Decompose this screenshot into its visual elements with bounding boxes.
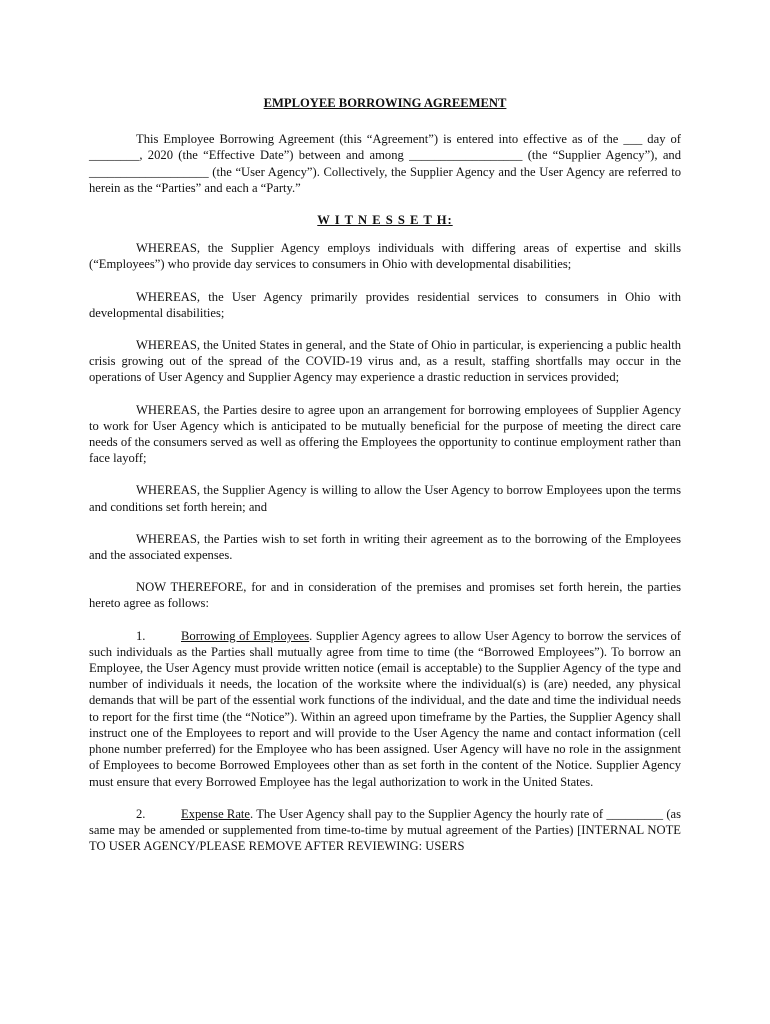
section-body: . Supplier Agency agrees to allow User Agency to borrow the services of such individuals as the Parties shall mutually agree from time to time (the “Borrowed Employees”). To borrow an Employee, the User Agency must provide written notice (email is acceptable) to the Supplier Agency of the type and number of individuals it needs, the location of the worksite where the individual(s) is (are) needed, any physical demands that will be part of the essential work functions of the individual, and the date and time the individual needs to report for the first time (the “Notice”). Within an agreed upon timeframe by the Parties, the Supplier Agency shall instruct one of the Employees to report and will provide to the User Agency the name and contact information (cell phone number preferred) for the Employee who has been assigned. User Agency will have no role in the assignment of Employees to become Borrowed Employees other than as set forth in the content of the Notice. Supplier Agency must ensure that every Borrowed Employee has the legal authorization to work in the United States.: [89, 628, 681, 789]
recital-paragraph: WHEREAS, the United States in general, and the State of Ohio in particular, is experiencing a public health crisis growing out of the spread of the COVID-19 virus and, as a result, staffing shortfalls may occur in the operations of User Agency and Supplier Agency may experience a drastic reduction in services provided;: [89, 338, 681, 385]
section-heading: Borrowing of Employees: [181, 628, 310, 643]
section-expense-rate: [89, 806, 681, 855]
recital-paragraph: WHEREAS, the Parties desire to agree upon an arrangement for borrowing employees of Supplier Agency to work for User Agency which is anticipated to be mutually beneficial for the purpose of meeting the direct care needs of the consumers served as well as offering the Employees the opportunity to continue employment rather than face layoff;: [89, 402, 681, 466]
section-number: 1.: [136, 628, 146, 643]
section-number: 2.: [136, 806, 146, 821]
witnesseth-heading: W I T N E S S E T H:: [317, 213, 453, 228]
section-body: . The User Agency shall pay to the Supplier Agency the hourly rate of _________ (as same may be amended or supplemented from time-to-time by mutual agreement of the Parties) [INTERNAL NOTE TO USER AGENCY/PLEASE REMOVE AFTER REVIEWING: USERS: [89, 806, 682, 854]
intro-paragraph: This Employee Borrowing Agreement (this “Agreement”) is entered into effective as of the ___ day of ________, 2020 (the “Effective Date”) between and among __________________ (the “Supplier Agency”), and ___________________ (the “User Agency”). Collectively, the Supplier Agency and the User Agency are referred to herein as the “Parties” and each a “Party.”: [89, 132, 681, 195]
section-heading: Expense Rate: [181, 806, 251, 821]
now-therefore-paragraph: NOW THEREFORE, for and in consideration of the premises and promises set forth herein, the parties hereto agree as follows:: [89, 580, 681, 611]
document-title: EMPLOYEE BORROWING AGREEMENT: [263, 96, 507, 110]
recital-paragraph: WHEREAS, the Supplier Agency employs individuals with differing areas of expertise and skills (“Employees”) who provide day services to consumers in Ohio with developmental disabilities;: [89, 241, 681, 272]
recital-paragraph: WHEREAS, the User Agency primarily provides residential services to consumers in Ohio with developmental disabilities;: [89, 289, 681, 320]
recital-paragraph: WHEREAS, the Parties wish to set forth in writing their agreement as to the borrowing of the Employees and the associated expenses.: [89, 531, 681, 563]
recital-paragraph: WHEREAS, the Supplier Agency is willing to allow the User Agency to borrow Employees upon the terms and conditions set forth herein; and: [89, 483, 681, 514]
section-borrowing-of-employees: [89, 628, 681, 790]
document-body: [89, 95, 681, 870]
